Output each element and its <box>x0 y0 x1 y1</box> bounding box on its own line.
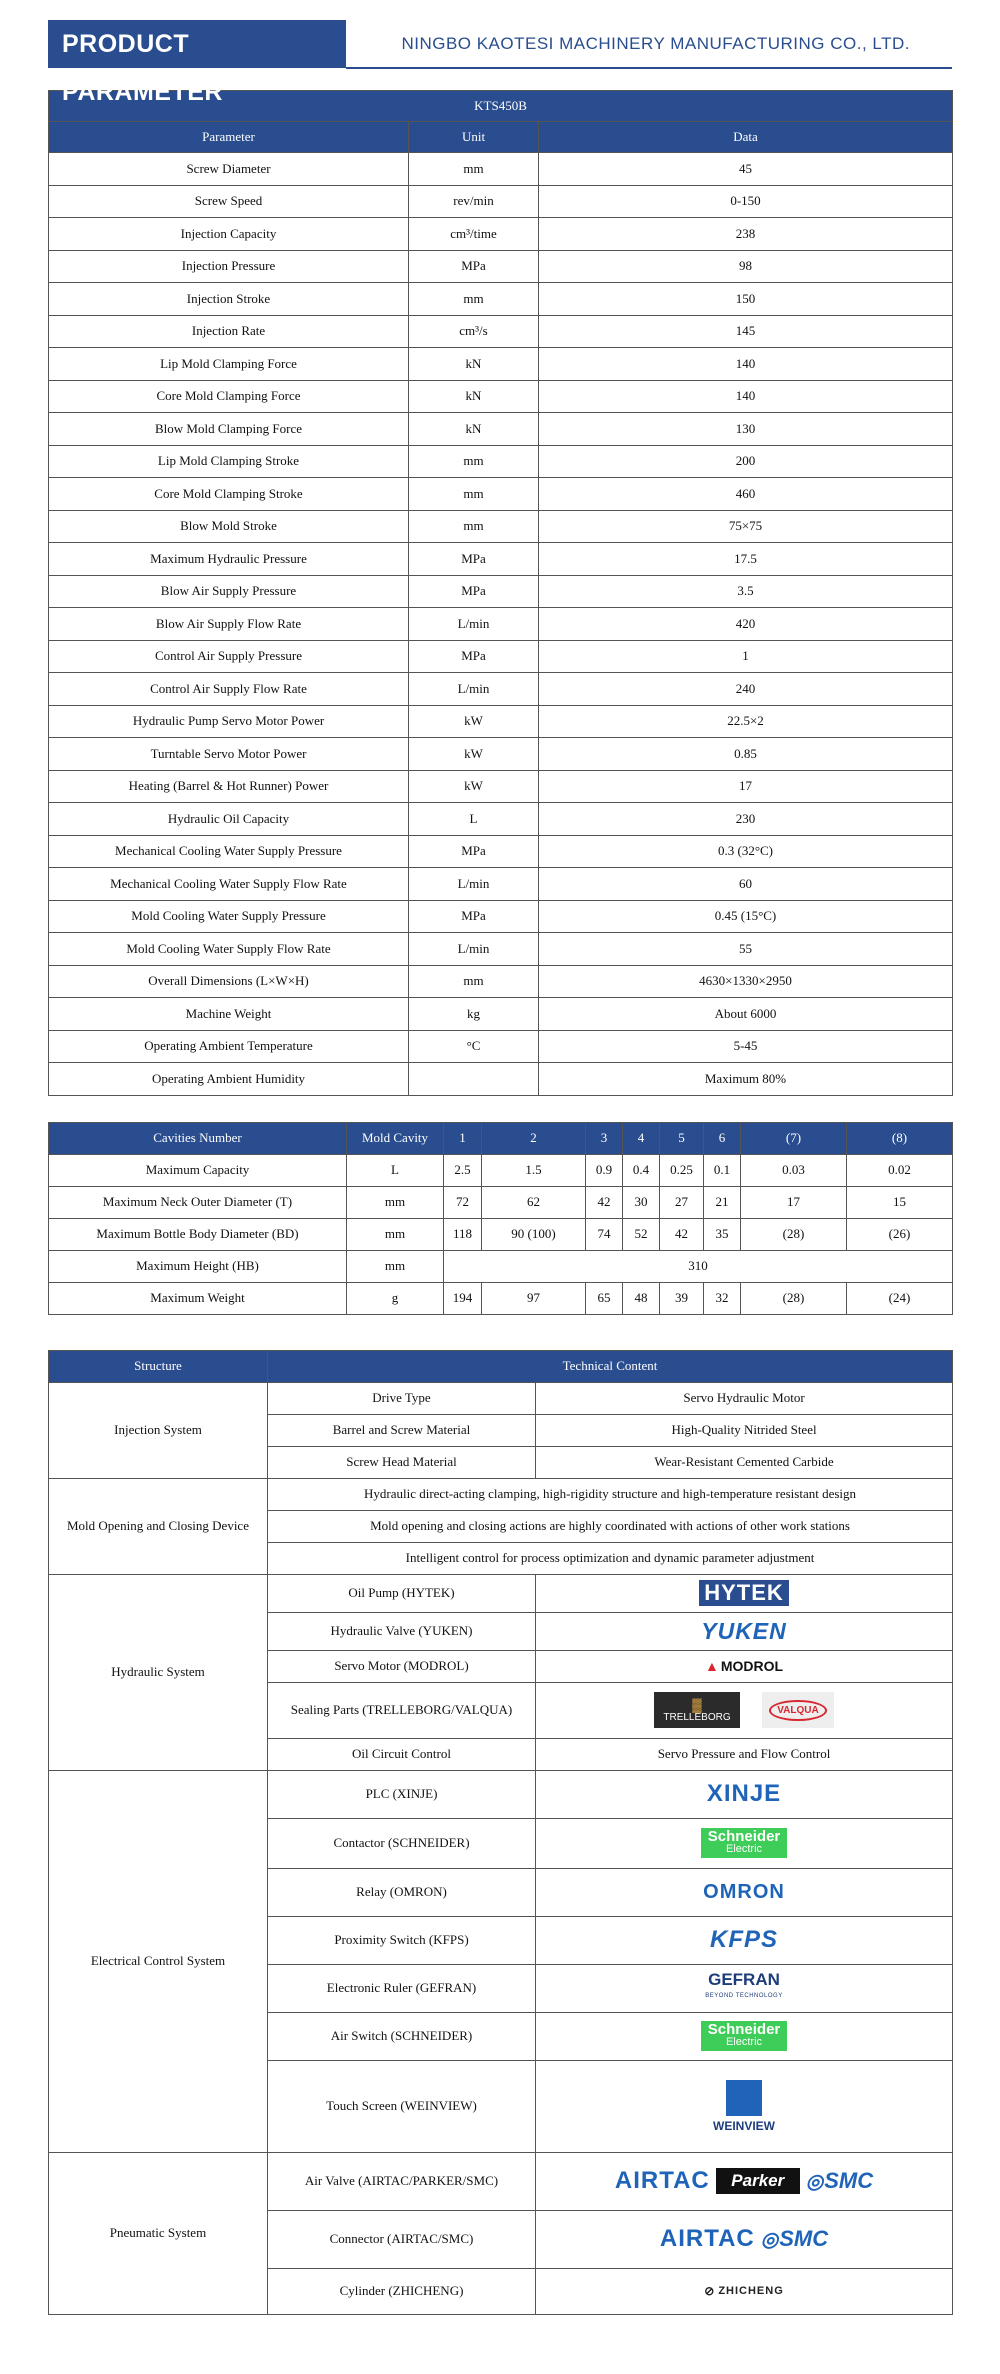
spec-value: 55 <box>539 933 953 966</box>
col-cavity-2: 1 <box>444 1122 482 1154</box>
cavity-value: 2.5 <box>444 1154 482 1186</box>
spec-unit: L/min <box>409 608 539 641</box>
spec-value: 200 <box>539 445 953 478</box>
spec-unit: kN <box>409 348 539 381</box>
cavity-value: 0.4 <box>623 1154 660 1186</box>
structure-content: Hydraulic direct-acting clamping, high-rigidity structure and high-temperature resistant design <box>268 1478 953 1510</box>
spec-row <box>49 900 953 933</box>
cavity-row-label: Maximum Height (HB) <box>49 1250 347 1282</box>
valqua-logo <box>762 1692 834 1728</box>
cavity-value: 32 <box>704 1282 741 1314</box>
spec-row <box>49 738 953 771</box>
cavity-value: 97 <box>482 1282 586 1314</box>
structure-item: PLC (XINJE) <box>268 1770 536 1818</box>
col-unit: Unit <box>409 122 539 153</box>
omron-logo-text: OMRON <box>703 1880 785 1903</box>
structure-content: Servo Pressure and Flow Control <box>536 1738 953 1770</box>
structure-content <box>536 1964 953 2012</box>
parker-logo-text: Parker <box>731 2171 785 2190</box>
trelleborg-logo-text: TRELLEBORG <box>663 1711 731 1723</box>
schneider-logo <box>701 1828 787 1858</box>
structure-label: Injection System <box>49 1382 268 1478</box>
gefran-logo-text: GEFRAN <box>708 1970 780 1989</box>
spec-unit: L/min <box>409 868 539 901</box>
cavity-value: 15 <box>847 1186 953 1218</box>
cavity-value: 1.5 <box>482 1154 586 1186</box>
schneider-logo <box>701 2021 787 2051</box>
structure-content <box>536 2268 953 2314</box>
gefran-logo <box>705 1970 783 2003</box>
structure-content <box>536 2210 953 2268</box>
cavity-value: 42 <box>660 1218 704 1250</box>
cavity-value: 0.03 <box>741 1154 847 1186</box>
spec-unit: L/min <box>409 673 539 706</box>
structure-content <box>536 1612 953 1650</box>
cavity-row-unit: mm <box>347 1218 444 1250</box>
spec-unit: mm <box>409 153 539 186</box>
structure-table <box>48 1350 953 2315</box>
col-cavities-number: Cavities Number <box>49 1122 347 1154</box>
cavity-value: 39 <box>660 1282 704 1314</box>
schneider-logo-subtext: Electric <box>725 1843 763 1855</box>
spec-value: 140 <box>539 380 953 413</box>
cavity-value: 30 <box>623 1186 660 1218</box>
spec-row <box>49 705 953 738</box>
spec-value: 5-45 <box>539 1030 953 1063</box>
structure-label: Pneumatic System <box>49 2152 268 2314</box>
structure-content: Mold opening and closing actions are highly coordinated with actions of other work stations <box>268 1510 953 1542</box>
spec-unit: kN <box>409 413 539 446</box>
spec-value: Maximum 80% <box>539 1063 953 1096</box>
hytek-logo-text: HYTEK <box>704 1580 784 1605</box>
spec-unit: kW <box>409 705 539 738</box>
weinview-logo-text: WEINVIEW <box>713 2118 775 2133</box>
electrical-row <box>49 1770 953 1818</box>
structure-content <box>536 1916 953 1964</box>
cavity-row-label: Maximum Neck Outer Diameter (T) <box>49 1186 347 1218</box>
yuken-logo-text: YUKEN <box>701 1617 787 1644</box>
structure-label: Electrical Control System <box>49 1770 268 2152</box>
cavity-value: 194 <box>444 1282 482 1314</box>
structure-label: Hydraulic System <box>49 1574 268 1770</box>
spec-row <box>49 445 953 478</box>
cavity-value: 42 <box>586 1186 623 1218</box>
spec-unit <box>409 1063 539 1096</box>
cavity-row-unit: mm <box>347 1186 444 1218</box>
col-cavity-8: (7) <box>741 1122 847 1154</box>
cavity-row-label: Maximum Capacity <box>49 1154 347 1186</box>
spec-unit: cm³/time <box>409 218 539 251</box>
spec-row <box>49 575 953 608</box>
cavity-value: 118 <box>444 1218 482 1250</box>
spec-parameter: Lip Mold Clamping Stroke <box>49 445 409 478</box>
spec-value: 240 <box>539 673 953 706</box>
spec-value: 0.45 (15°C) <box>539 900 953 933</box>
smc-logo: ◎ SMC <box>760 2226 829 2251</box>
spec-parameter: Blow Mold Stroke <box>49 510 409 543</box>
spec-value: 238 <box>539 218 953 251</box>
cavity-value: (28) <box>741 1282 847 1314</box>
schneider-logo-text: Schneider <box>707 2021 781 2038</box>
structure-item: Connector (AIRTAC/SMC) <box>268 2210 536 2268</box>
cavity-value: 62 <box>482 1186 586 1218</box>
col-cavity-6: 5 <box>660 1122 704 1154</box>
cavity-row-label: Maximum Weight <box>49 1282 347 1314</box>
spec-parameter: Core Mold Clamping Force <box>49 380 409 413</box>
spec-value: 60 <box>539 868 953 901</box>
col-structure: Structure <box>49 1350 268 1382</box>
spec-unit: MPa <box>409 900 539 933</box>
structure-content <box>536 1682 953 1738</box>
col-cavity-7: 6 <box>704 1122 741 1154</box>
spec-value: 140 <box>539 348 953 381</box>
cavity-value: 48 <box>623 1282 660 1314</box>
airtac-logo <box>615 2167 710 2195</box>
cavity-table <box>48 1122 953 1315</box>
spec-parameter: Operating Ambient Temperature <box>49 1030 409 1063</box>
structure-content <box>536 2060 953 2152</box>
omron-logo <box>703 1879 785 1905</box>
spec-row <box>49 673 953 706</box>
modrol-logo: ▲ MODROL <box>704 1658 784 1674</box>
model-title: KTS450B <box>49 91 953 122</box>
spec-parameter: Turntable Servo Motor Power <box>49 738 409 771</box>
spec-parameter: Overall Dimensions (L×W×H) <box>49 965 409 998</box>
cavity-row-unit: L <box>347 1154 444 1186</box>
zhicheng-logo: ⊘ ZHICHENG <box>704 2284 784 2298</box>
gefran-logo-subtext: BEYOND TECHNOLOGY <box>705 1993 783 1999</box>
kfps-logo-text: KFPS <box>710 1926 779 1953</box>
cavity-value: 72 <box>444 1186 482 1218</box>
spec-unit: rev/min <box>409 185 539 218</box>
spec-parameter: Control Air Supply Flow Rate <box>49 673 409 706</box>
cavity-row <box>49 1186 953 1218</box>
spec-parameter: Screw Diameter <box>49 153 409 186</box>
structure-item: Relay (OMRON) <box>268 1868 536 1916</box>
col-cavity-9: (8) <box>847 1122 953 1154</box>
structure-content: Intelligent control for process optimization and dynamic parameter adjustment <box>268 1542 953 1574</box>
structure-content: High-Quality Nitrided Steel <box>536 1414 953 1446</box>
cavity-value: 17 <box>741 1186 847 1218</box>
schneider-logo-text: Schneider <box>707 1828 781 1845</box>
spec-parameter: Hydraulic Pump Servo Motor Power <box>49 705 409 738</box>
spec-parameter: Heating (Barrel & Hot Runner) Power <box>49 770 409 803</box>
company-name: NINGBO KAOTESI MACHINERY MANUFACTURING CO., LTD. <box>401 34 910 53</box>
structure-item: Touch Screen (WEINVIEW) <box>268 2060 536 2152</box>
structure-item: Cylinder (ZHICHENG) <box>268 2268 536 2314</box>
spec-row <box>49 770 953 803</box>
structure-item: Barrel and Screw Material <box>268 1414 536 1446</box>
cavity-row-unit: mm <box>347 1250 444 1282</box>
cavity-row-label: Maximum Bottle Body Diameter (BD) <box>49 1218 347 1250</box>
spec-unit: MPa <box>409 835 539 868</box>
pneumatic-row <box>49 2152 953 2210</box>
parker-logo <box>716 2168 800 2194</box>
spec-unit: mm <box>409 510 539 543</box>
spec-parameter: Mold Cooling Water Supply Pressure <box>49 900 409 933</box>
spec-row <box>49 965 953 998</box>
cavity-span-value: 310 <box>444 1250 953 1282</box>
smc-logo-text: SMC <box>824 2168 874 2193</box>
airtac-logo-text: AIRTAC <box>614 2167 710 2194</box>
schneider-logo-subtext: Electric <box>725 2036 763 2048</box>
cavity-value: 0.1 <box>704 1154 741 1186</box>
structure-content <box>536 1868 953 1916</box>
smc-logo-text: SMC <box>779 2226 829 2251</box>
spec-parameter: Injection Rate <box>49 315 409 348</box>
col-cavity-5: 4 <box>623 1122 660 1154</box>
spec-row <box>49 1030 953 1063</box>
spec-value: 1 <box>539 640 953 673</box>
spec-parameter: Hydraulic Oil Capacity <box>49 803 409 836</box>
structure-item: Air Valve (AIRTAC/PARKER/SMC) <box>268 2152 536 2210</box>
xinje-logo-text: XINJE <box>706 1780 782 1807</box>
spec-value: 4630×1330×2950 <box>539 965 953 998</box>
spec-value: 45 <box>539 153 953 186</box>
cavity-value: 0.9 <box>586 1154 623 1186</box>
spec-unit: mm <box>409 965 539 998</box>
spec-parameter: Blow Air Supply Flow Rate <box>49 608 409 641</box>
spec-value: 0-150 <box>539 185 953 218</box>
weinview-emblem <box>726 2080 762 2116</box>
spec-parameter: Injection Pressure <box>49 250 409 283</box>
spec-row <box>49 933 953 966</box>
spec-unit: cm³/s <box>409 315 539 348</box>
spec-parameter: Maximum Hydraulic Pressure <box>49 543 409 576</box>
yuken-logo <box>701 1617 787 1645</box>
spec-unit: mm <box>409 283 539 316</box>
spec-value: 17 <box>539 770 953 803</box>
spec-parameter: Injection Capacity <box>49 218 409 251</box>
page-title: PRODUCT PARAMETER <box>48 20 346 68</box>
spec-value: 22.5×2 <box>539 705 953 738</box>
structure-item: Contactor (SCHNEIDER) <box>268 1818 536 1868</box>
spec-value: 17.5 <box>539 543 953 576</box>
kfps-logo <box>710 1926 778 1954</box>
spec-row <box>49 510 953 543</box>
spec-row <box>49 250 953 283</box>
structure-content: Wear-Resistant Cemented Carbide <box>536 1446 953 1478</box>
spec-value: 98 <box>539 250 953 283</box>
structure-item: Screw Head Material <box>268 1446 536 1478</box>
title-underline <box>346 67 952 69</box>
spec-row <box>49 835 953 868</box>
cavity-value: 21 <box>704 1186 741 1218</box>
cavity-row-unit: g <box>347 1282 444 1314</box>
cavity-value: 35 <box>704 1218 741 1250</box>
spec-parameter: Mechanical Cooling Water Supply Flow Rate <box>49 868 409 901</box>
spec-value: 75×75 <box>539 510 953 543</box>
col-mold-cavity: Mold Cavity <box>347 1122 444 1154</box>
spec-unit: L/min <box>409 933 539 966</box>
spec-unit: MPa <box>409 640 539 673</box>
spec-row <box>49 283 953 316</box>
spec-parameter: Blow Mold Clamping Force <box>49 413 409 446</box>
spec-parameter: Blow Air Supply Pressure <box>49 575 409 608</box>
spec-unit: °C <box>409 1030 539 1063</box>
weinview-logo <box>713 2077 775 2135</box>
structure-item: Drive Type <box>268 1382 536 1414</box>
spec-parameter: Injection Stroke <box>49 283 409 316</box>
spec-parameter: Control Air Supply Pressure <box>49 640 409 673</box>
structure-content: Servo Hydraulic Motor <box>536 1382 953 1414</box>
spec-value: 230 <box>539 803 953 836</box>
spec-value: 0.85 <box>539 738 953 771</box>
spec-parameter: Operating Ambient Humidity <box>49 1063 409 1096</box>
valqua-logo-text: VALQUA <box>769 1700 826 1721</box>
spec-row <box>49 348 953 381</box>
spec-row <box>49 1063 953 1096</box>
spec-unit: MPa <box>409 543 539 576</box>
cavity-value: (26) <box>847 1218 953 1250</box>
spec-value: 130 <box>539 413 953 446</box>
trelleborg-logo: ▓ TRELLEBORG <box>654 1692 740 1728</box>
spec-row <box>49 868 953 901</box>
structure-item: Servo Motor (MODROL) <box>268 1650 536 1682</box>
cavity-row <box>49 1218 953 1250</box>
spec-unit: kN <box>409 380 539 413</box>
spec-value: 420 <box>539 608 953 641</box>
smc-logo: ◎ SMC <box>805 2168 874 2193</box>
spec-parameter: Lip Mold Clamping Force <box>49 348 409 381</box>
cavity-value: 52 <box>623 1218 660 1250</box>
spec-row <box>49 608 953 641</box>
cavity-row <box>49 1250 953 1282</box>
structure-content <box>536 1770 953 1818</box>
mold-row <box>49 1478 953 1510</box>
hydraulic-row <box>49 1574 953 1612</box>
spec-parameter: Core Mold Clamping Stroke <box>49 478 409 511</box>
spec-value: About 6000 <box>539 998 953 1031</box>
hytek-logo <box>699 1580 789 1606</box>
structure-item: Oil Pump (HYTEK) <box>268 1574 536 1612</box>
col-cavity-3: 2 <box>482 1122 586 1154</box>
spec-row <box>49 218 953 251</box>
structure-content <box>536 1574 953 1612</box>
spec-value: 460 <box>539 478 953 511</box>
spec-unit: MPa <box>409 250 539 283</box>
cavity-value: 27 <box>660 1186 704 1218</box>
structure-label: Mold Opening and Closing Device <box>49 1478 268 1574</box>
cavity-value: 0.02 <box>847 1154 953 1186</box>
structure-content <box>536 2012 953 2060</box>
cavity-value: 90 (100) <box>482 1218 586 1250</box>
spec-unit: mm <box>409 445 539 478</box>
spec-parameter: Mechanical Cooling Water Supply Pressure <box>49 835 409 868</box>
spec-value: 0.3 (32°C) <box>539 835 953 868</box>
spec-row <box>49 998 953 1031</box>
structure-item: Oil Circuit Control <box>268 1738 536 1770</box>
xinje-logo <box>707 1780 781 1808</box>
structure-item: Hydraulic Valve (YUKEN) <box>268 1612 536 1650</box>
cavity-value: 0.25 <box>660 1154 704 1186</box>
spec-value: 145 <box>539 315 953 348</box>
spec-row <box>49 315 953 348</box>
modrol-logo-text: MODROL <box>720 1658 784 1674</box>
spec-unit: L <box>409 803 539 836</box>
spec-row <box>49 640 953 673</box>
spec-unit: kW <box>409 738 539 771</box>
structure-item: Sealing Parts (TRELLEBORG/VALQUA) <box>268 1682 536 1738</box>
airtac-logo-text: AIRTAC <box>659 2225 755 2252</box>
cavity-row <box>49 1282 953 1314</box>
col-data: Data <box>539 122 953 153</box>
spec-row <box>49 413 953 446</box>
spec-value: 150 <box>539 283 953 316</box>
spec-parameter: Screw Speed <box>49 185 409 218</box>
cavity-value: (24) <box>847 1282 953 1314</box>
spec-parameter: Mold Cooling Water Supply Flow Rate <box>49 933 409 966</box>
col-technical-content: Technical Content <box>268 1350 953 1382</box>
spec-row <box>49 380 953 413</box>
spec-row <box>49 803 953 836</box>
col-parameter: Parameter <box>49 122 409 153</box>
cavity-value: 65 <box>586 1282 623 1314</box>
structure-content <box>536 2152 953 2210</box>
structure-item: Electronic Ruler (GEFRAN) <box>268 1964 536 2012</box>
structure-content <box>536 1650 953 1682</box>
col-cavity-4: 3 <box>586 1122 623 1154</box>
cavity-value: (28) <box>741 1218 847 1250</box>
spec-unit: mm <box>409 478 539 511</box>
cavity-row <box>49 1154 953 1186</box>
structure-content <box>536 1818 953 1868</box>
spec-row <box>49 185 953 218</box>
structure-item: Air Switch (SCHNEIDER) <box>268 2012 536 2060</box>
spec-row <box>49 543 953 576</box>
airtac-logo <box>660 2225 755 2253</box>
zhicheng-logo-text: ZHICHENG <box>718 2285 784 2297</box>
spec-unit: MPa <box>409 575 539 608</box>
spec-unit: kW <box>409 770 539 803</box>
spec-row <box>49 153 953 186</box>
injection-row <box>49 1382 953 1414</box>
spec-table <box>48 90 953 1096</box>
spec-row <box>49 478 953 511</box>
spec-parameter: Machine Weight <box>49 998 409 1031</box>
cavity-value: 74 <box>586 1218 623 1250</box>
spec-value: 3.5 <box>539 575 953 608</box>
spec-unit: kg <box>409 998 539 1031</box>
structure-item: Proximity Switch (KFPS) <box>268 1916 536 1964</box>
